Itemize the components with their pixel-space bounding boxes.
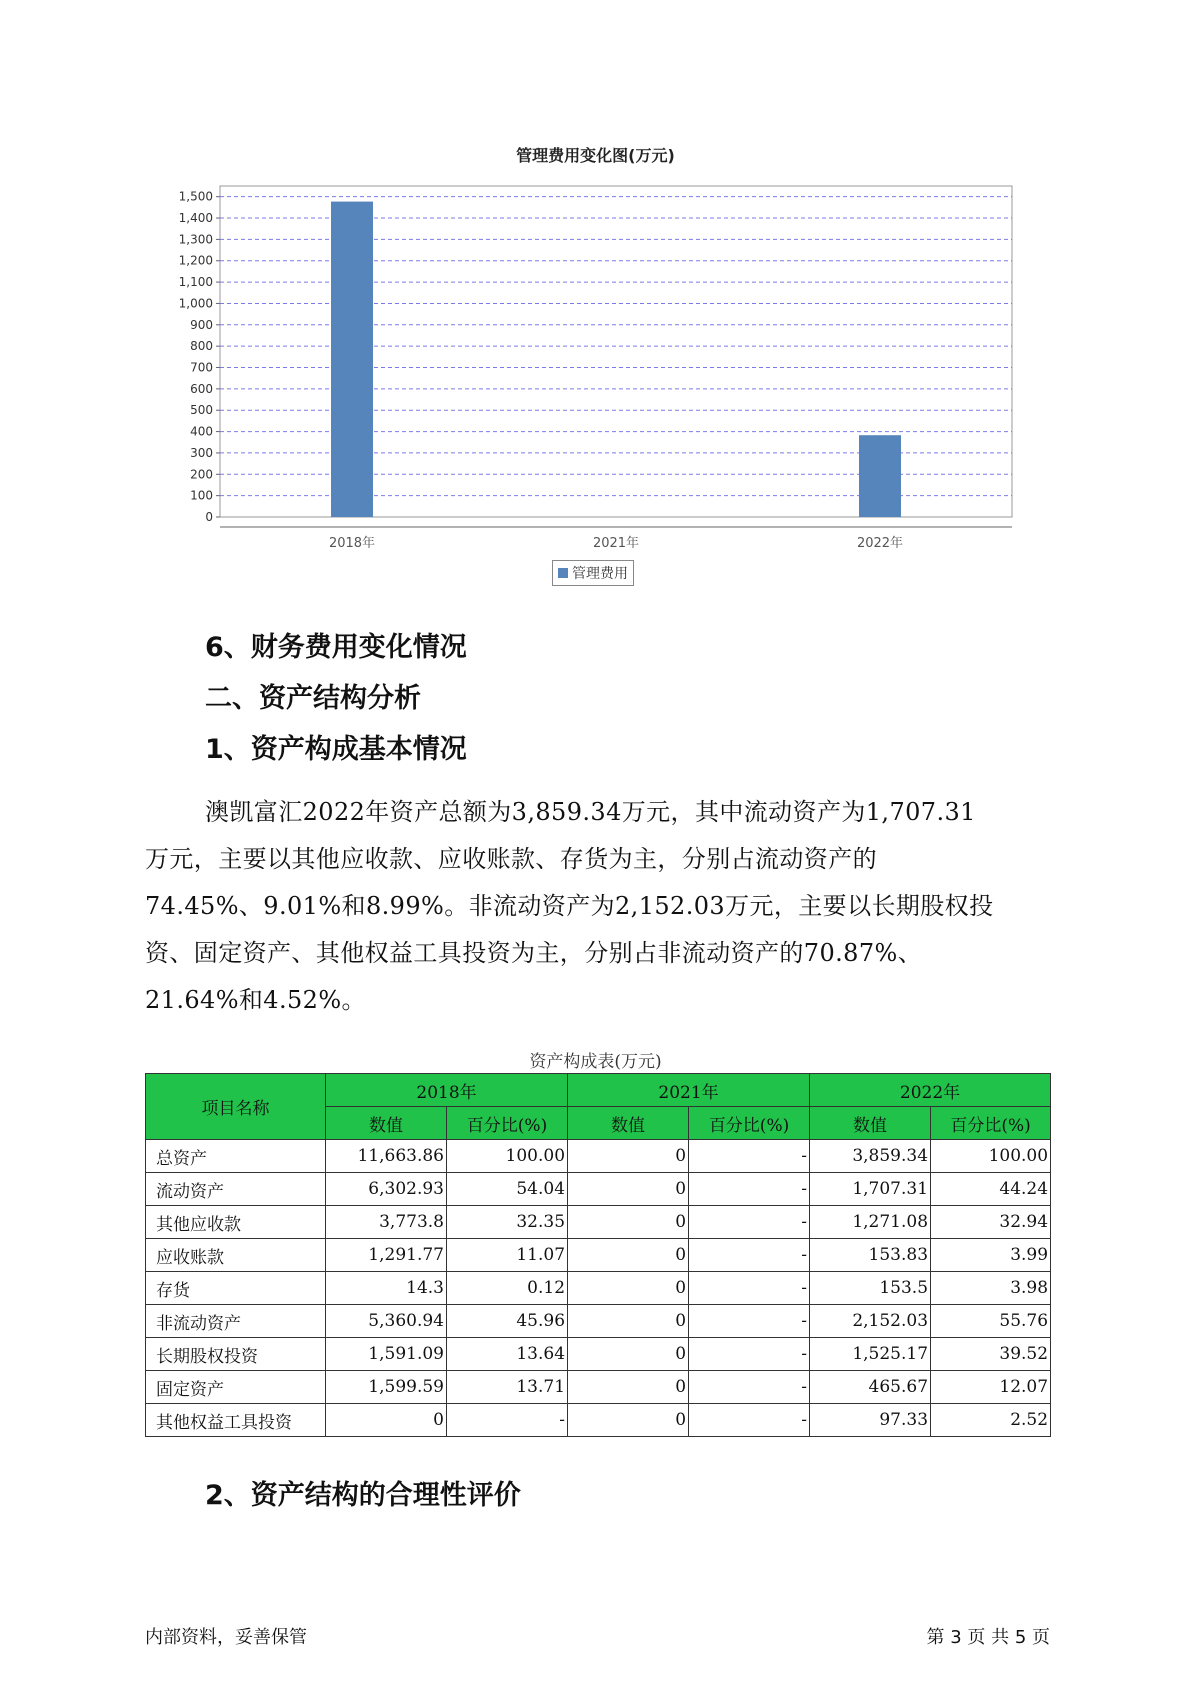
paragraph-line: 资、固定资产、其他权益工具投资为主，分别占非流动资产的70.87%、 bbox=[145, 939, 923, 967]
table-cell: 0 bbox=[568, 1239, 689, 1272]
table-cell: - bbox=[689, 1305, 810, 1338]
header-year: 2022年 bbox=[810, 1074, 1051, 1107]
y-tick-label: 900 bbox=[190, 317, 213, 332]
header-percent: 百分比(%) bbox=[447, 1107, 568, 1140]
table-cell: 12.07 bbox=[931, 1371, 1051, 1404]
x-tick-label: 2021年 bbox=[592, 536, 640, 551]
table-cell: 100.00 bbox=[931, 1140, 1051, 1173]
row-label: 其他应收款 bbox=[146, 1206, 326, 1239]
table-cell: 3.99 bbox=[931, 1239, 1051, 1272]
y-tick-label: 400 bbox=[190, 424, 213, 439]
y-tick-label: 1,200 bbox=[178, 253, 213, 268]
table-row bbox=[146, 1173, 1051, 1206]
table-cell: 0 bbox=[326, 1404, 447, 1437]
table-cell: 13.71 bbox=[447, 1371, 568, 1404]
table-row bbox=[146, 1338, 1051, 1371]
header-year: 2018年 bbox=[326, 1074, 568, 1107]
row-label: 流动资产 bbox=[146, 1173, 326, 1206]
y-tick-label: 200 bbox=[190, 467, 213, 482]
table-cell: - bbox=[689, 1173, 810, 1206]
management-expense-chart bbox=[0, 0, 1191, 560]
table-cell: 14.3 bbox=[326, 1272, 447, 1305]
table-cell: - bbox=[689, 1404, 810, 1437]
header-percent: 百分比(%) bbox=[689, 1107, 810, 1140]
row-label: 固定资产 bbox=[146, 1371, 326, 1404]
x-tick-label: 2018年 bbox=[328, 536, 376, 551]
header-year: 2021年 bbox=[568, 1074, 810, 1107]
table-cell: 55.76 bbox=[931, 1305, 1051, 1338]
table-cell: - bbox=[689, 1272, 810, 1305]
table-cell: 45.96 bbox=[447, 1305, 568, 1338]
table-cell: 11,663.86 bbox=[326, 1140, 447, 1173]
header-value: 数值 bbox=[568, 1107, 689, 1140]
header-percent: 百分比(%) bbox=[931, 1107, 1051, 1140]
table-cell: 11.07 bbox=[447, 1239, 568, 1272]
table-cell: 153.5 bbox=[810, 1272, 931, 1305]
header-item-name: 项目名称 bbox=[146, 1074, 326, 1140]
row-label: 其他权益工具投资 bbox=[146, 1404, 326, 1437]
y-tick-label: 1,500 bbox=[178, 189, 213, 204]
table-cell: 100.00 bbox=[447, 1140, 568, 1173]
row-label: 长期股权投资 bbox=[146, 1338, 326, 1371]
y-tick-label: 500 bbox=[190, 403, 213, 418]
footer-confidential: 内部资料，妥善保管 bbox=[145, 1627, 307, 1648]
table-cell: - bbox=[689, 1338, 810, 1371]
table-cell: 1,291.77 bbox=[326, 1239, 447, 1272]
table-row bbox=[146, 1206, 1051, 1239]
table-row bbox=[146, 1305, 1051, 1338]
table-cell: 0 bbox=[568, 1404, 689, 1437]
table-cell: 1,707.31 bbox=[810, 1173, 931, 1206]
paragraph-line: 74.45%、9.01%和8.99%。非流动资产为2,152.03万元，主要以长期股权投 bbox=[145, 892, 994, 920]
table-cell: 97.33 bbox=[810, 1404, 931, 1437]
row-label: 存货 bbox=[146, 1272, 326, 1305]
table-cell: 153.83 bbox=[810, 1239, 931, 1272]
chart-title: 管理费用变化图(万元) bbox=[516, 146, 675, 165]
footer-page-number: 第 3 页 共 5 页 bbox=[926, 1627, 1050, 1648]
legend-label: 管理费用 bbox=[572, 566, 628, 582]
table-cell: 0 bbox=[568, 1272, 689, 1305]
table-cell: 465.67 bbox=[810, 1371, 931, 1404]
y-tick-label: 0 bbox=[205, 510, 213, 524]
table-cell: 2.52 bbox=[931, 1404, 1051, 1437]
table-cell: 1,271.08 bbox=[810, 1206, 931, 1239]
table-cell: 32.35 bbox=[447, 1206, 568, 1239]
table-cell: - bbox=[689, 1371, 810, 1404]
table-cell: 1,591.09 bbox=[326, 1338, 447, 1371]
heading-finance-expense: 6、财务费用变化情况 bbox=[205, 632, 467, 663]
table-cell: 13.64 bbox=[447, 1338, 568, 1371]
y-tick-label: 700 bbox=[190, 360, 213, 375]
header-value: 数值 bbox=[810, 1107, 931, 1140]
y-tick-label: 300 bbox=[190, 445, 213, 460]
bar bbox=[331, 202, 373, 517]
table-cell: 3,859.34 bbox=[810, 1140, 931, 1173]
table-caption: 资产构成表(万元) bbox=[529, 1052, 662, 1072]
table-cell: 0 bbox=[568, 1305, 689, 1338]
paragraph-line: 万元，主要以其他应收款、应收账款、存货为主，分别占流动资产的 bbox=[145, 845, 877, 873]
y-tick-label: 600 bbox=[190, 381, 213, 396]
y-tick-label: 100 bbox=[190, 488, 213, 503]
y-tick-label: 1,100 bbox=[178, 275, 213, 290]
table-cell: 0 bbox=[568, 1140, 689, 1173]
asset-composition-table bbox=[145, 1073, 1051, 1437]
paragraph-line: 21.64%和4.52%。 bbox=[145, 986, 366, 1014]
heading-asset-structure: 二、资产结构分析 bbox=[205, 683, 421, 714]
paragraph-line: 澳凯富汇2022年资产总额为3,859.34万元，其中流动资产为1,707.31 bbox=[205, 798, 976, 826]
table-cell: 0 bbox=[568, 1206, 689, 1239]
table-cell: 1,525.17 bbox=[810, 1338, 931, 1371]
table-cell: - bbox=[689, 1239, 810, 1272]
table-row bbox=[146, 1140, 1051, 1173]
y-tick-label: 800 bbox=[190, 339, 213, 354]
table-row bbox=[146, 1272, 1051, 1305]
heading-asset-composition: 1、资产构成基本情况 bbox=[205, 734, 467, 765]
table-cell: 5,360.94 bbox=[326, 1305, 447, 1338]
table-cell: 0 bbox=[568, 1173, 689, 1206]
header-value: 数值 bbox=[326, 1107, 447, 1140]
table-row bbox=[146, 1404, 1051, 1437]
table-cell: 3.98 bbox=[931, 1272, 1051, 1305]
table-cell: 0 bbox=[568, 1338, 689, 1371]
table-cell: 54.04 bbox=[447, 1173, 568, 1206]
row-label: 非流动资产 bbox=[146, 1305, 326, 1338]
chart-legend bbox=[552, 560, 634, 586]
table-cell: 3,773.8 bbox=[326, 1206, 447, 1239]
table-cell: 6,302.93 bbox=[326, 1173, 447, 1206]
table-cell: - bbox=[689, 1140, 810, 1173]
y-tick-label: 1,000 bbox=[178, 296, 213, 311]
table-cell: 1,599.59 bbox=[326, 1371, 447, 1404]
row-label: 应收账款 bbox=[146, 1239, 326, 1272]
bar bbox=[859, 435, 901, 517]
y-tick-label: 1,300 bbox=[178, 232, 213, 247]
table-cell: 0.12 bbox=[447, 1272, 568, 1305]
y-tick-label: 1,400 bbox=[178, 211, 213, 226]
row-label: 总资产 bbox=[146, 1140, 326, 1173]
table-cell: 32.94 bbox=[931, 1206, 1051, 1239]
table-cell: 2,152.03 bbox=[810, 1305, 931, 1338]
heading-structure-evaluation: 2、资产结构的合理性评价 bbox=[205, 1480, 521, 1511]
table-row bbox=[146, 1239, 1051, 1272]
x-tick-label: 2022年 bbox=[856, 536, 904, 551]
table-row bbox=[146, 1371, 1051, 1404]
table-cell: - bbox=[689, 1206, 810, 1239]
legend-swatch bbox=[558, 568, 568, 578]
table-cell: 44.24 bbox=[931, 1173, 1051, 1206]
table-cell: - bbox=[447, 1404, 568, 1437]
table-cell: 0 bbox=[568, 1371, 689, 1404]
table-cell: 39.52 bbox=[931, 1338, 1051, 1371]
